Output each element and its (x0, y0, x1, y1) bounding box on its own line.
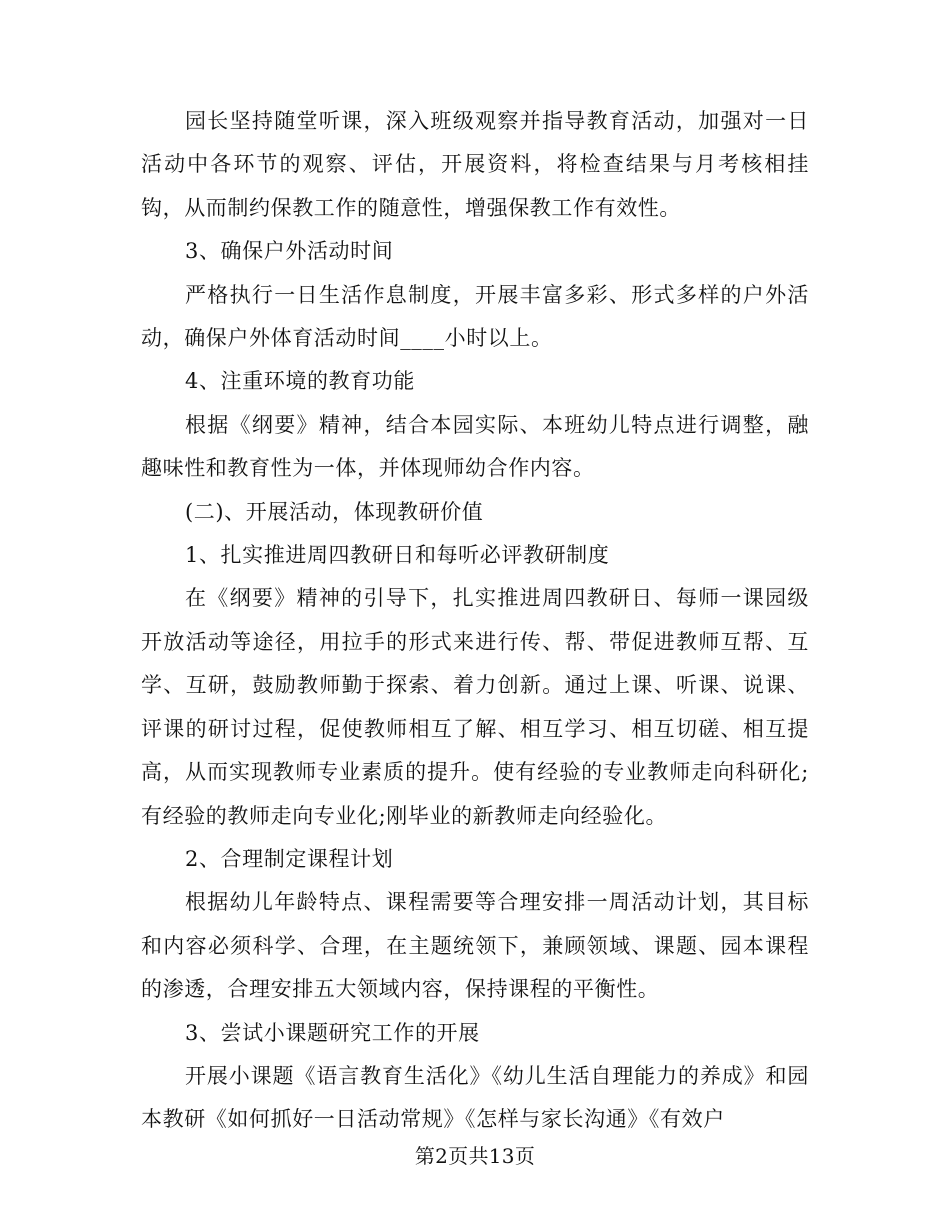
paragraph-2: 严格执行一日生活作息制度，开展丰富多彩、形式多样的户外活动，确保户外体育活动时间____小时以上。 (141, 282, 809, 351)
paragraph-6: 开展小课题《语言教育生活化》《幼儿生活自理能力的养成》和园本教研《如何抓好一日活动常规》《怎样与家长沟通》《有效户 (141, 1063, 809, 1132)
page-number-footer: 第2页共13页 (414, 1144, 536, 1168)
paragraph-3: 根据《纲要》精神，结合本园实际、本班幼儿特点进行调整，融趣味性和教育性为一体，并体现师幼合作内容。 (141, 412, 809, 481)
heading-section-two: (二)、开展活动，体现教研价值 (185, 499, 484, 524)
heading-environment-education: 4、注重环境的教育功能 (185, 369, 415, 394)
heading-curriculum-plan: 2、合理制定课程计划 (185, 846, 394, 871)
paragraph-1: 园长坚持随堂听课，深入班级观察并指导教育活动，加强对一日活动中各环节的观察、评估，开展资料，将检查结果与月考核相挂钩，从而制约保教工作的随意性，增强保教工作有效性。 (141, 109, 809, 220)
paragraph-5: 根据幼儿年龄特点、课程需要等合理安排一周活动计划，其目标和内容必须科学、合理，在主题统领下，兼顾领域、课题、园本课程的渗透，合理安排五大领域内容，保持课程的平衡性。 (141, 890, 809, 1002)
heading-small-topic-research: 3、尝试小课题研究工作的开展 (185, 1020, 480, 1045)
document-body (141, 100, 809, 1142)
heading-ensure-outdoor-time: 3、确保户外活动时间 (185, 239, 394, 264)
heading-thursday-research-day: 1、扎实推进周四教研日和每听必评教研制度 (185, 543, 610, 568)
paragraph-4: 在《纲要》精神的引导下，扎实推进周四教研日、每师一课园级开放活动等途径，用拉手的形式来进行传、帮、带促进教师互帮、互学、互研，鼓励教师勤于探索、着力创新。通过上课、听课、说课、评课的研讨过程，促使教师相互了解、相互学习、相互切磋、相互提高，从而实现教师专业素质的提升。使有经验的专业教师走向科研化;有经验的教师走向专业化;刚毕业的新教师走向经验化。 (141, 586, 809, 828)
